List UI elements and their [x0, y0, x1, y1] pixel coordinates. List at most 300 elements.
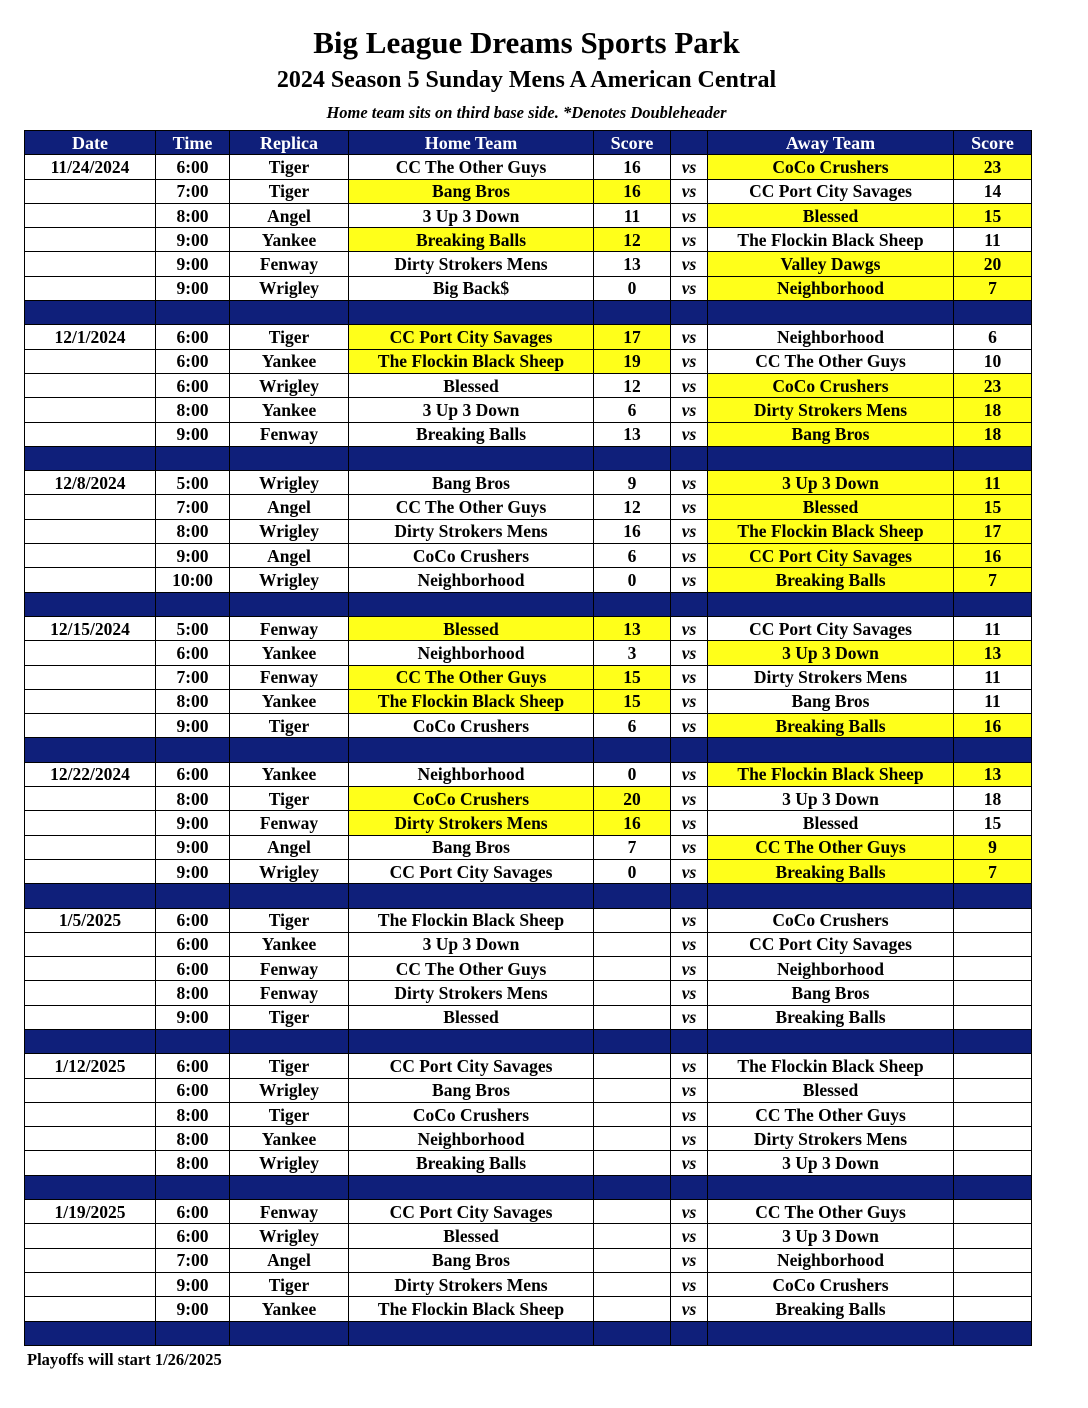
away-team: Breaking Balls	[708, 859, 954, 883]
away-team: Dirty Strokers Mens	[708, 398, 954, 422]
separator-cell	[156, 738, 230, 762]
separator-cell	[156, 301, 230, 325]
separator-cell	[954, 446, 1032, 470]
home-team: Bang Bros	[349, 835, 594, 859]
home-score	[594, 957, 671, 981]
away-team: CC Port City Savages	[708, 544, 954, 568]
home-score: 7	[594, 835, 671, 859]
game-row	[25, 519, 1032, 543]
vs-label: vs	[671, 1151, 708, 1175]
game-field: Yankee	[230, 762, 349, 786]
vs-label: vs	[671, 519, 708, 543]
away-score: 14	[954, 179, 1032, 203]
away-score: 15	[954, 811, 1032, 835]
vs-label: vs	[671, 641, 708, 665]
game-row	[25, 495, 1032, 519]
away-score: 11	[954, 471, 1032, 495]
vs-label: vs	[671, 957, 708, 981]
away-team: CoCo Crushers	[708, 155, 954, 179]
game-row	[25, 1200, 1032, 1224]
away-score: 7	[954, 859, 1032, 883]
game-field: Tiger	[230, 1054, 349, 1078]
separator-cell	[594, 1029, 671, 1053]
week-separator-row	[25, 446, 1032, 470]
game-date-empty	[25, 252, 156, 276]
schedule-body	[25, 155, 1032, 1346]
vs-label: vs	[671, 835, 708, 859]
game-row	[25, 908, 1032, 932]
game-row	[25, 471, 1032, 495]
separator-cell	[349, 446, 594, 470]
game-date-empty	[25, 1272, 156, 1296]
week-separator-row	[25, 301, 1032, 325]
home-score	[594, 1297, 671, 1321]
separator-cell	[25, 738, 156, 762]
away-team: Breaking Balls	[708, 1005, 954, 1029]
away-score: 18	[954, 398, 1032, 422]
home-team: The Flockin Black Sheep	[349, 349, 594, 373]
game-field: Fenway	[230, 1200, 349, 1224]
away-team: CoCo Crushers	[708, 1272, 954, 1296]
game-row	[25, 544, 1032, 568]
game-field: Yankee	[230, 932, 349, 956]
col-header-time: Time	[156, 131, 230, 155]
away-team: CC Port City Savages	[708, 179, 954, 203]
away-team: Neighborhood	[708, 276, 954, 300]
game-date: 1/12/2025	[25, 1054, 156, 1078]
game-date-empty	[25, 276, 156, 300]
game-date-empty	[25, 1297, 156, 1321]
separator-cell	[230, 738, 349, 762]
home-score	[594, 1054, 671, 1078]
game-time: 6:00	[156, 762, 230, 786]
game-date-empty	[25, 544, 156, 568]
game-row	[25, 422, 1032, 446]
home-team: 3 Up 3 Down	[349, 932, 594, 956]
game-time: 6:00	[156, 155, 230, 179]
game-field: Wrigley	[230, 1151, 349, 1175]
game-time: 6:00	[156, 1200, 230, 1224]
away-score: 7	[954, 568, 1032, 592]
home-score: 6	[594, 398, 671, 422]
away-team: Valley Dawgs	[708, 252, 954, 276]
game-field: Tiger	[230, 714, 349, 738]
home-score: 16	[594, 519, 671, 543]
home-team: Breaking Balls	[349, 1151, 594, 1175]
game-field: Angel	[230, 544, 349, 568]
vs-label: vs	[671, 932, 708, 956]
away-team: Bang Bros	[708, 422, 954, 446]
vs-label: vs	[671, 665, 708, 689]
game-field: Yankee	[230, 349, 349, 373]
home-team: CoCo Crushers	[349, 1102, 594, 1126]
game-date-empty	[25, 1005, 156, 1029]
separator-cell	[954, 738, 1032, 762]
game-row	[25, 373, 1032, 397]
separator-cell	[594, 738, 671, 762]
separator-cell	[594, 884, 671, 908]
game-time: 9:00	[156, 714, 230, 738]
separator-cell	[594, 301, 671, 325]
separator-cell	[25, 884, 156, 908]
vs-label: vs	[671, 1054, 708, 1078]
home-score	[594, 1272, 671, 1296]
separator-cell	[671, 301, 708, 325]
game-time: 6:00	[156, 1078, 230, 1102]
game-field: Tiger	[230, 179, 349, 203]
game-time: 9:00	[156, 1297, 230, 1321]
game-date-empty	[25, 641, 156, 665]
vs-label: vs	[671, 398, 708, 422]
home-team: Blessed	[349, 616, 594, 640]
game-date-empty	[25, 1224, 156, 1248]
home-score	[594, 1127, 671, 1151]
game-time: 6:00	[156, 957, 230, 981]
game-field: Angel	[230, 495, 349, 519]
game-time: 7:00	[156, 665, 230, 689]
game-row	[25, 981, 1032, 1005]
home-score: 12	[594, 495, 671, 519]
home-score: 19	[594, 349, 671, 373]
game-time: 9:00	[156, 422, 230, 446]
home-team: CC Port City Savages	[349, 1200, 594, 1224]
away-team: CC The Other Guys	[708, 835, 954, 859]
separator-cell	[954, 592, 1032, 616]
away-score: 18	[954, 787, 1032, 811]
away-score	[954, 1054, 1032, 1078]
game-field: Wrigley	[230, 471, 349, 495]
home-team: Bang Bros	[349, 1078, 594, 1102]
separator-cell	[156, 446, 230, 470]
game-time: 9:00	[156, 1005, 230, 1029]
game-field: Wrigley	[230, 1224, 349, 1248]
week-separator-row	[25, 1029, 1032, 1053]
vs-label: vs	[671, 349, 708, 373]
game-date-empty	[25, 689, 156, 713]
col-header-away-score: Score	[954, 131, 1032, 155]
home-score: 13	[594, 422, 671, 446]
game-date-empty	[25, 665, 156, 689]
game-time: 5:00	[156, 616, 230, 640]
away-score	[954, 1272, 1032, 1296]
game-time: 7:00	[156, 179, 230, 203]
game-time: 9:00	[156, 811, 230, 835]
game-date-empty	[25, 373, 156, 397]
separator-cell	[594, 1175, 671, 1199]
home-score	[594, 1224, 671, 1248]
separator-cell	[230, 592, 349, 616]
game-row	[25, 1078, 1032, 1102]
vs-label: vs	[671, 155, 708, 179]
separator-cell	[594, 446, 671, 470]
vs-label: vs	[671, 228, 708, 252]
separator-cell	[349, 301, 594, 325]
home-score: 0	[594, 276, 671, 300]
game-row	[25, 568, 1032, 592]
home-score: 3	[594, 641, 671, 665]
away-team: CC Port City Savages	[708, 932, 954, 956]
separator-cell	[230, 301, 349, 325]
home-score: 20	[594, 787, 671, 811]
game-time: 8:00	[156, 1151, 230, 1175]
vs-label: vs	[671, 1248, 708, 1272]
game-row	[25, 787, 1032, 811]
home-team: The Flockin Black Sheep	[349, 908, 594, 932]
playoffs-note: Playoffs will start 1/26/2025	[27, 1350, 222, 1369]
home-score	[594, 1102, 671, 1126]
game-row	[25, 714, 1032, 738]
separator-cell	[671, 446, 708, 470]
game-time: 9:00	[156, 1272, 230, 1296]
game-date-empty	[25, 349, 156, 373]
separator-cell	[349, 1029, 594, 1053]
vs-label: vs	[671, 1127, 708, 1151]
game-time: 8:00	[156, 398, 230, 422]
game-row	[25, 228, 1032, 252]
game-field: Yankee	[230, 228, 349, 252]
game-time: 9:00	[156, 252, 230, 276]
col-header-home-team: Home Team	[349, 131, 594, 155]
schedule-note: Home team sits on third base side. *Denotes Doubleheader	[326, 103, 727, 122]
home-team: Neighborhood	[349, 1127, 594, 1151]
game-row	[25, 276, 1032, 300]
away-score: 9	[954, 835, 1032, 859]
separator-cell	[25, 446, 156, 470]
game-time: 5:00	[156, 471, 230, 495]
game-date-empty	[25, 203, 156, 227]
separator-cell	[156, 1321, 230, 1345]
separator-cell	[230, 884, 349, 908]
game-date-empty	[25, 957, 156, 981]
away-score: 13	[954, 641, 1032, 665]
away-team: Neighborhood	[708, 325, 954, 349]
away-team: Breaking Balls	[708, 1297, 954, 1321]
separator-cell	[708, 1029, 954, 1053]
separator-cell	[671, 1029, 708, 1053]
game-field: Tiger	[230, 155, 349, 179]
game-row	[25, 325, 1032, 349]
home-score: 12	[594, 373, 671, 397]
separator-cell	[349, 738, 594, 762]
away-score	[954, 1248, 1032, 1272]
game-field: Tiger	[230, 1005, 349, 1029]
game-date-empty	[25, 1151, 156, 1175]
game-time: 8:00	[156, 981, 230, 1005]
page-title: Big League Dreams Sports Park	[313, 25, 740, 60]
separator-cell	[954, 1321, 1032, 1345]
home-team: CC Port City Savages	[349, 1054, 594, 1078]
away-team: CC The Other Guys	[708, 1200, 954, 1224]
separator-cell	[349, 884, 594, 908]
game-field: Tiger	[230, 1102, 349, 1126]
game-field: Yankee	[230, 641, 349, 665]
away-team: CC The Other Guys	[708, 1102, 954, 1126]
vs-label: vs	[671, 811, 708, 835]
game-time: 6:00	[156, 1224, 230, 1248]
separator-cell	[671, 1175, 708, 1199]
game-field: Wrigley	[230, 276, 349, 300]
page-subtitle: 2024 Season 5 Sunday Mens A American Central	[276, 67, 777, 93]
separator-cell	[954, 1029, 1032, 1053]
home-score	[594, 1151, 671, 1175]
home-team: CC Port City Savages	[349, 325, 594, 349]
game-date-empty	[25, 811, 156, 835]
game-time: 6:00	[156, 1054, 230, 1078]
home-team: The Flockin Black Sheep	[349, 689, 594, 713]
home-score: 13	[594, 616, 671, 640]
away-team: CC Port City Savages	[708, 616, 954, 640]
home-score	[594, 1078, 671, 1102]
game-time: 6:00	[156, 641, 230, 665]
away-score	[954, 932, 1032, 956]
game-date: 12/15/2024	[25, 616, 156, 640]
separator-cell	[156, 884, 230, 908]
game-row	[25, 762, 1032, 786]
away-team: Bang Bros	[708, 981, 954, 1005]
game-date-empty	[25, 1078, 156, 1102]
home-score: 9	[594, 471, 671, 495]
game-field: Tiger	[230, 1272, 349, 1296]
vs-label: vs	[671, 689, 708, 713]
home-score: 13	[594, 252, 671, 276]
away-team: The Flockin Black Sheep	[708, 519, 954, 543]
game-field: Fenway	[230, 422, 349, 446]
week-separator-row	[25, 884, 1032, 908]
away-score	[954, 981, 1032, 1005]
vs-label: vs	[671, 495, 708, 519]
home-score: 0	[594, 762, 671, 786]
away-team: The Flockin Black Sheep	[708, 1054, 954, 1078]
game-row	[25, 1054, 1032, 1078]
game-field: Wrigley	[230, 568, 349, 592]
game-date: 12/22/2024	[25, 762, 156, 786]
game-row	[25, 1248, 1032, 1272]
vs-label: vs	[671, 981, 708, 1005]
separator-cell	[954, 301, 1032, 325]
game-field: Angel	[230, 203, 349, 227]
away-team: Dirty Strokers Mens	[708, 1127, 954, 1151]
home-score: 0	[594, 859, 671, 883]
col-header-away-team: Away Team	[708, 131, 954, 155]
game-row	[25, 689, 1032, 713]
game-row	[25, 932, 1032, 956]
away-team: Bang Bros	[708, 689, 954, 713]
separator-cell	[708, 1175, 954, 1199]
away-team: Breaking Balls	[708, 568, 954, 592]
home-score: 15	[594, 665, 671, 689]
home-team: CoCo Crushers	[349, 544, 594, 568]
home-team: 3 Up 3 Down	[349, 203, 594, 227]
separator-cell	[708, 884, 954, 908]
away-team: Blessed	[708, 495, 954, 519]
home-score	[594, 1200, 671, 1224]
home-score	[594, 908, 671, 932]
separator-cell	[671, 1321, 708, 1345]
vs-label: vs	[671, 1078, 708, 1102]
away-score: 15	[954, 495, 1032, 519]
game-field: Yankee	[230, 689, 349, 713]
game-field: Tiger	[230, 908, 349, 932]
home-score: 12	[594, 228, 671, 252]
game-row	[25, 252, 1032, 276]
away-score	[954, 1127, 1032, 1151]
home-team: CC Port City Savages	[349, 859, 594, 883]
vs-label: vs	[671, 252, 708, 276]
away-score	[954, 1078, 1032, 1102]
away-score: 16	[954, 544, 1032, 568]
game-date-empty	[25, 422, 156, 446]
away-team: CoCo Crushers	[708, 373, 954, 397]
separator-cell	[671, 738, 708, 762]
separator-cell	[594, 1321, 671, 1345]
away-score: 16	[954, 714, 1032, 738]
game-time: 9:00	[156, 544, 230, 568]
home-team: Bang Bros	[349, 1248, 594, 1272]
game-field: Yankee	[230, 1297, 349, 1321]
vs-label: vs	[671, 568, 708, 592]
separator-cell	[708, 446, 954, 470]
game-field: Yankee	[230, 398, 349, 422]
game-row	[25, 616, 1032, 640]
home-team: CC The Other Guys	[349, 155, 594, 179]
game-row	[25, 179, 1032, 203]
separator-cell	[594, 592, 671, 616]
home-team: Blessed	[349, 373, 594, 397]
game-date: 12/1/2024	[25, 325, 156, 349]
game-date-empty	[25, 179, 156, 203]
game-date-empty	[25, 495, 156, 519]
separator-cell	[156, 1175, 230, 1199]
game-row	[25, 811, 1032, 835]
week-separator-row	[25, 592, 1032, 616]
week-separator-row	[25, 738, 1032, 762]
game-row	[25, 641, 1032, 665]
game-row	[25, 859, 1032, 883]
week-separator-row	[25, 1321, 1032, 1345]
home-team: CC The Other Guys	[349, 495, 594, 519]
game-time: 6:00	[156, 932, 230, 956]
game-row	[25, 835, 1032, 859]
home-score: 0	[594, 568, 671, 592]
game-time: 9:00	[156, 276, 230, 300]
away-score: 11	[954, 228, 1032, 252]
game-field: Wrigley	[230, 519, 349, 543]
away-score: 23	[954, 155, 1032, 179]
home-team: CoCo Crushers	[349, 787, 594, 811]
game-time: 8:00	[156, 1102, 230, 1126]
home-score: 17	[594, 325, 671, 349]
home-team: 3 Up 3 Down	[349, 398, 594, 422]
vs-label: vs	[671, 787, 708, 811]
game-field: Wrigley	[230, 373, 349, 397]
game-field: Angel	[230, 1248, 349, 1272]
game-row	[25, 957, 1032, 981]
separator-cell	[708, 738, 954, 762]
away-team: CC The Other Guys	[708, 349, 954, 373]
game-date-empty	[25, 398, 156, 422]
separator-cell	[671, 592, 708, 616]
game-row	[25, 1297, 1032, 1321]
home-score: 15	[594, 689, 671, 713]
home-score: 16	[594, 155, 671, 179]
vs-label: vs	[671, 714, 708, 738]
home-score: 6	[594, 714, 671, 738]
col-header-date: Date	[25, 131, 156, 155]
separator-cell	[25, 1029, 156, 1053]
col-header-vs	[671, 131, 708, 155]
vs-label: vs	[671, 616, 708, 640]
away-team: The Flockin Black Sheep	[708, 762, 954, 786]
